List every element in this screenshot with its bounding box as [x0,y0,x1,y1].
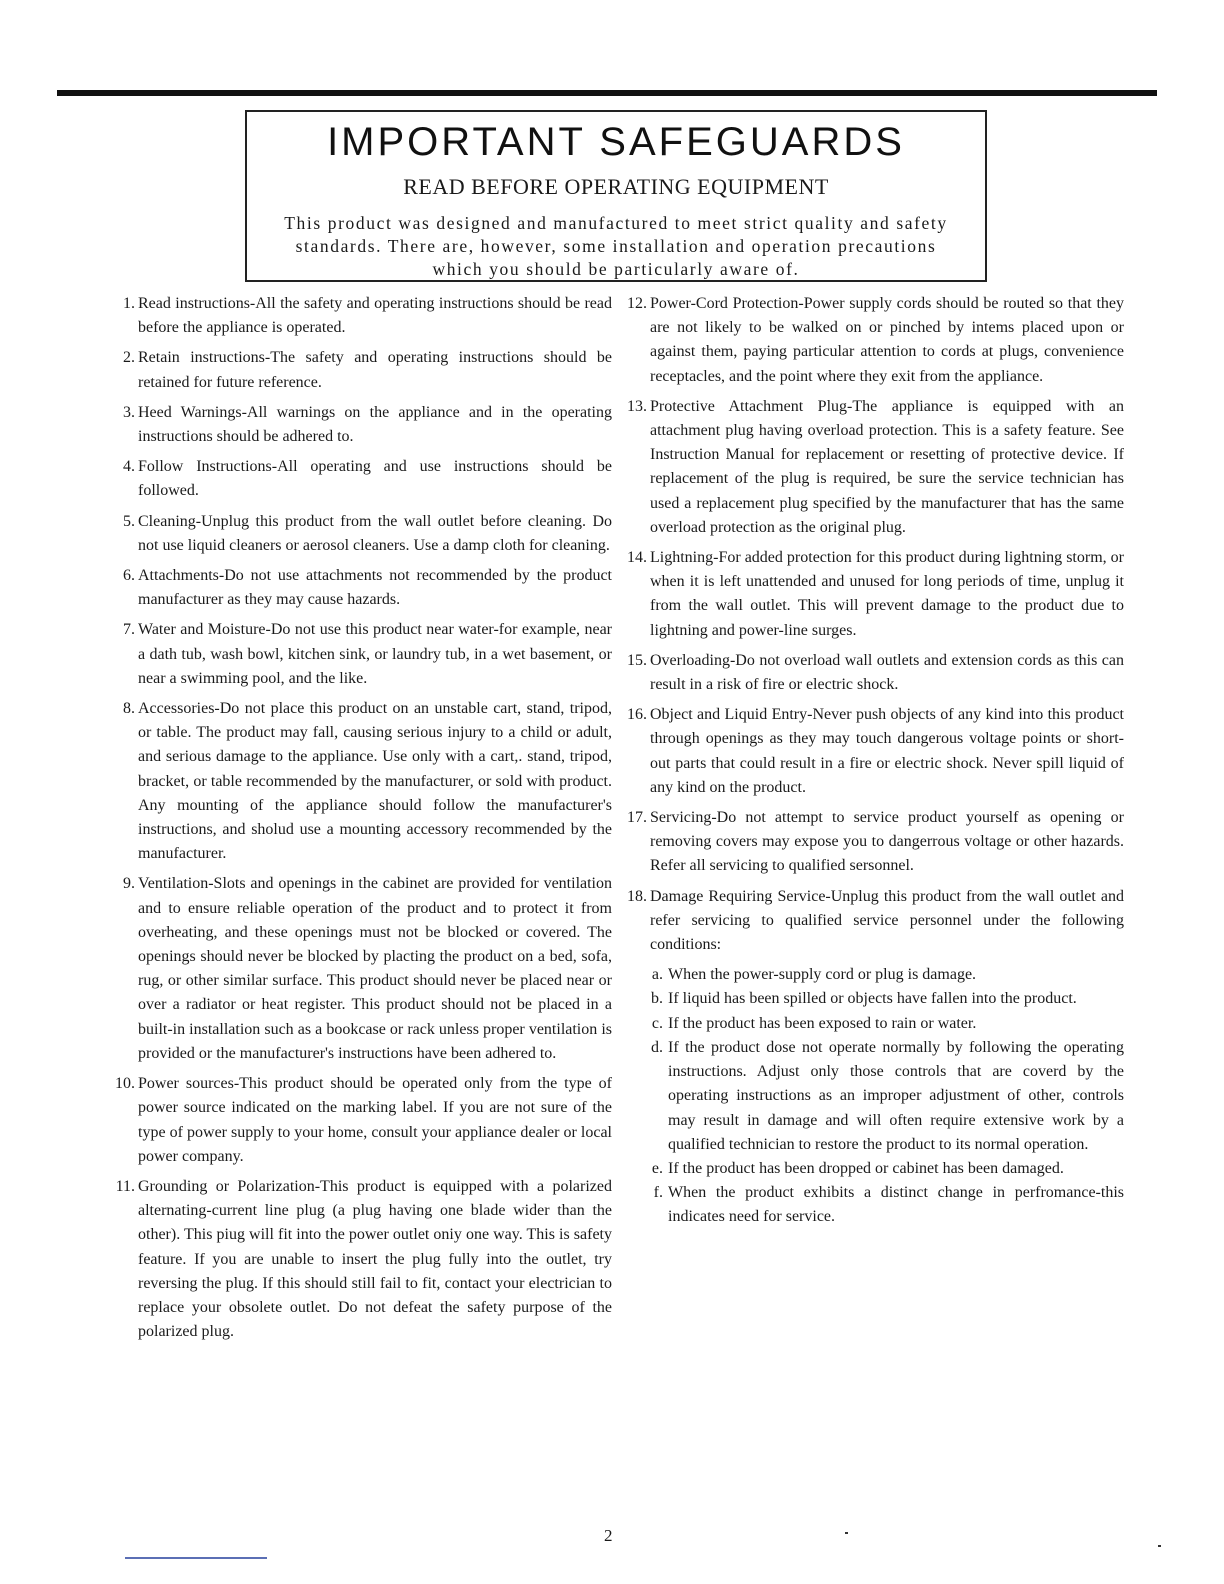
page-subtitle: READ BEFORE OPERATING EQUIPMENT [403,174,829,199]
item-number: 17. [627,809,647,827]
item-number: 18. [627,887,647,905]
item-number: 2. [123,349,135,367]
item-text: Follow Instructions-All operating and use instructions should be followed. [138,458,612,500]
safeguard-item [110,697,612,866]
safeguard-item [110,346,612,394]
safeguard-item [622,395,1124,540]
condition-letter: b. [651,990,663,1008]
top-rule [57,90,1157,96]
item-number: 7. [123,621,135,639]
item-number: 13. [627,397,647,415]
item-text: Ventilation-Slots and openings in the cabinet are provided for ventilation and to ensure reliable operation of the product and to protect it from overheating, and these openings must not be blocked or covered. The openings should never be blocked by placting the product on a bed, sofa, rug, or other similar surface. This product should never be placed near or over a radiator or heat register. This product should not be placed in a built-in installation such as a bookcase or rack unless proper ventilation is provided or the manufacturer's instructions have been adhered to. [138,875,612,1062]
item-number: 8. [123,700,135,718]
condition-text: When the power-supply cord or plug is damage. [668,966,977,984]
item-text: Object and Liquid Entry-Never push objects of any kind into this product through openings as they may touch dangerous voltage points or short-out parts that could result in a fire or electric shock. Never spill liquid of any kind on the product. [650,706,1124,796]
item-text: Water and Moisture-Do not use this product near water-for example, near a dath tub, wash bowl, kitchen sink, or laundry tub, in a wet basement, or near a swimming pool, and the like. [138,621,612,687]
condition-letter: c. [651,1014,663,1032]
condition-text: If the product dose not operate normally by following the operating instructions. Adjust only those controls that are coverd by the operating instructions as an improper adjustment of other, controls may result in damage and will often require extensive work by a qualified technician to restore the product to its normal operation. [668,1038,1124,1153]
safeguard-item [110,455,612,503]
condition-item [622,1181,1124,1229]
condition-letter: e. [651,1159,663,1177]
item-text: Read instructions-All the safety and operating instructions should be read before the appliance is operated. [138,295,612,337]
safeguard-item [110,618,612,691]
item-number: 3. [123,403,135,421]
service-conditions-list [622,963,1124,1229]
item-text: Cleaning-Unplug this product from the wall outlet before cleaning. Do not use liquid cleaners or aerosol cleaners. Use a damp cloth for cleaning. [138,512,612,554]
item-text: Servicing-Do not attempt to service product yourself as opening or removing covers may expose you to dangerrous voltage or other hazards. Refer all servicing to qualified sersonnel. [650,809,1124,875]
item-number: 4. [123,458,135,476]
item-text: Heed Warnings-All warnings on the appliance and in the operating instructions should be adhered to. [138,403,612,446]
item-text: Grounding or Polarization-This product is equipped with a polarized alternating-current line plug (a plug having one blade wider than the other). This piug will fit into the power outlet oniy one way. This is safety feature. If you are unable to insert the plug fully into the outlet, try reversing the plug. If this should still fail to fit, contact your electrician to replace your obsolete outlet. Do not defeat the safety purpose of the polarized plug. [138,1177,612,1341]
item-text: Power-Cord Protection-Power supply cords should be routed so that they are not likely to be walked on or pinched by intems placed upon or against them, paying particular attention to cords at plugs, convenience receptacles, and the point where they exit from the appliance. [650,295,1124,385]
item-text: Lightning-For added protection for this product during lightning storm, or when it is left unattended and unused for long periods of time, unplug it from the wall outlet. This will prevent damage to the product due to lightning and power-line surges. [650,549,1124,639]
safeguard-item [622,649,1124,697]
condition-item [622,1012,1124,1036]
safeguard-item [110,1072,612,1169]
condition-item [622,1157,1124,1181]
safeguard-item [110,401,612,449]
condition-item [622,1036,1124,1157]
condition-letter: a. [651,966,663,984]
condition-text: If the product has been exposed to rain or water. [668,1014,977,1032]
item-number: 5. [123,512,135,530]
item-text: Retain instructions-The safety and operating instructions should be retained for future reference. [138,349,612,391]
safeguard-item [622,885,1124,958]
left-column [110,292,612,1350]
safeguard-item [622,703,1124,800]
item-text: Accessories-Do not place this product on an unstable cart, stand, tripod, or table. The product may fall, causing serious injury to a child or adult, and serious damage to the appliance. Use only with a cart,. stand, tripod, bracket, or table recommended by the manufacturer, or sold with product. Any mounting of the appliance should follow the manufacturer's instructions, and sholud use a mounting accessory recommended by the manufacturer. [138,700,612,863]
safeguard-item [110,292,612,340]
condition-item [622,963,1124,987]
item-number: 12. [627,295,647,312]
condition-text: If liquid has been spilled or objects have fallen into the product. [668,990,1077,1008]
item-text: Attachments-Do not use attachments not recommended by the product manufacturer as they may cause hazards. [138,567,612,609]
condition-letter: f. [653,1184,663,1202]
safeguard-item [622,292,1124,389]
item-number: 11. [115,1177,135,1195]
item-text: Overloading-Do not overload wall outlets and extension cords as this can result in a risk of fire or electric shock. [650,651,1124,694]
page-title: IMPORTANT SAFEGUARDS [327,120,905,164]
bottom-scan-mark [125,1557,267,1559]
item-number: 1. [123,295,135,312]
safeguards-header-box [245,110,987,282]
item-number: 16. [627,706,647,724]
intro-paragraph: This product was designed and manufactured to meet strict quality and safety standards. There are, however, some installation and operation precautions which you should be particularly aware of. [284,213,948,279]
item-number: 15. [627,651,647,669]
safeguard-item [110,510,612,558]
condition-text: When the product exhibits a distinct change in perfromance-this indicates need for service. [668,1184,1124,1226]
page-number: 2 [604,1526,613,1545]
item-number: 9. [123,875,135,893]
safeguard-item [110,564,612,612]
scan-speck [1158,1545,1161,1547]
condition-text: If the product has been dropped or cabinet has been damaged. [668,1159,1064,1177]
right-column [622,292,1124,1230]
item-text: Protective Attachment Plug-The appliance is equipped with an attachment plug having overload protection. This is a safety feature. See Instruction Manual for replacement or resetting of protective device. If replacement of the plug is required, be sure the service technician has used a replacement plug specified by the manufacturer that has the same overload protection as the original plug. [650,397,1124,536]
item-number: 6. [123,567,135,585]
safeguard-item [622,806,1124,879]
item-number: 14. [627,549,647,567]
scan-speck [845,1532,848,1534]
item-text: Damage Requiring Service-Unplug this product from the wall outlet and refer servicing to qualified service personnel under the following conditions: [650,887,1124,954]
condition-letter: d. [651,1038,663,1056]
item-number: 10. [115,1075,135,1093]
safeguard-item [622,546,1124,643]
item-text: Power sources-This product should be operated only from the type of power source indicated on the marking label. If you are not sure of the type of power supply to your home, consult your appliance dealer or local power company. [138,1075,612,1165]
safeguard-item [110,1175,612,1344]
safeguard-item [110,872,612,1066]
condition-item [622,987,1124,1011]
